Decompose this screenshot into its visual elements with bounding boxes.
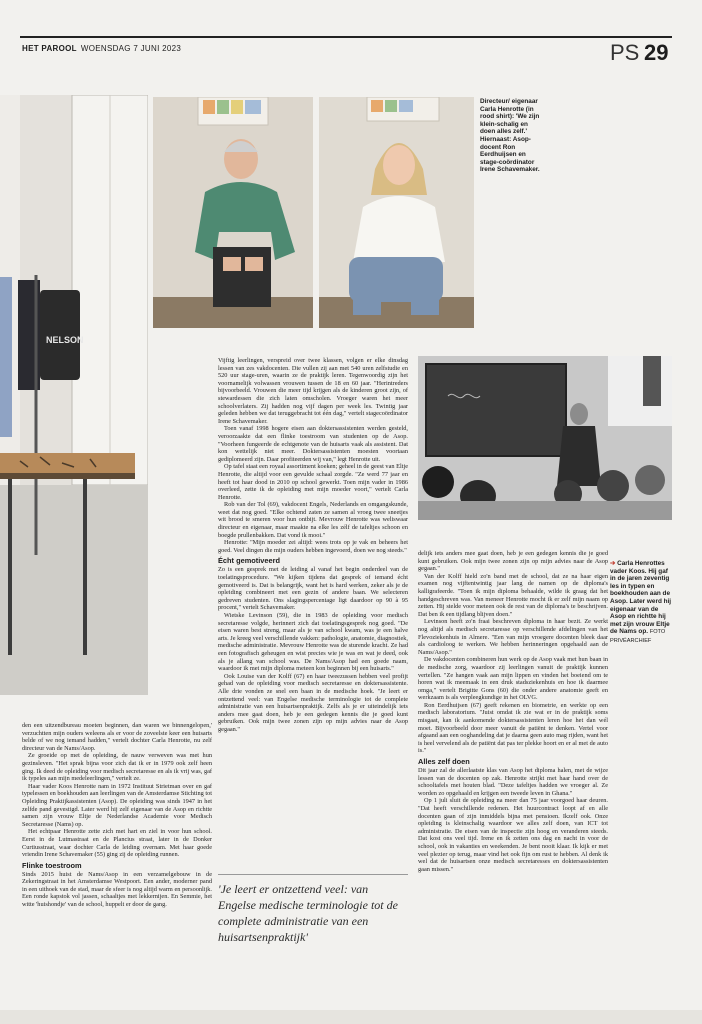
body-paragraph: Levinson heeft zo'n fraai beschreven diploma in haar bezit. Ze werkt nog altijd als medisch secretaresse op verschillende afdelingen van het Flevoziekenhuis in Almere. "Een van mijn vroegere docenten bleek daar als cardioloog te werken. We hebben herinneringen opgehaald aan de Nams/Asop." bbox=[418, 618, 608, 656]
body-paragraph: delijk iets anders mee gaat doen, heb je een gedegen kennis die je goed kunt gebruiken. Ook mijn twee zonen zijn op mijn advies naar de Asop gegaan." bbox=[418, 550, 608, 573]
classroom-photo bbox=[0, 95, 148, 695]
body-paragraph: den een uitzendbureau moeten beginnen, dan waren we binnengelopen,' verzuchtten mijn ouders weleens als er voor de zoveelste keer een huisarts belde of we nog iemand hadden," vertelt dochter Carla Henrotte, nu zelf directeur van de Nams/Asop. bbox=[22, 722, 212, 752]
body-paragraph: De vakdocenten combineren hun werk op de Asop vaak met hun baan in de medische zorg, waardoor zij leerlingen vanuit de praktijk kunnen vertellen. "Ze hangen vaak aan mijn lippen en vinden het boeiend om te horen wat ik meemaak in een druk stadsziekenhuis en hoe ik daarmee omga," vertelt Brigitte Gons (60) die onder andere anatomie geeft en werkzaam is als verpleegkundige in het OLVG. bbox=[418, 656, 608, 702]
body-paragraph: Ron Eerdhuijsen (67) geeft rekenen en biometrie, en werkte op een medisch laboratorium. "Juist omdat ik zie wat er in de praktijk soms misgaat, kan ik aankomende doktersassistenten leren hoe het dan wél moet. Bijvoorbeeld door meer vanuit de patiënt te denken. Vertel voor afgaand aan een ooghandeling dat je daarna geen auto mag rijden, want het is heel vervelend als de patiënt dat pas ter plekke hoort en er al met de auto is." bbox=[418, 701, 608, 755]
body-paragraph: Rob van der Tol (69), vakdocent Engels, Nederlands en omgangskunde, weet dat nog goed. "Elke ochtend zaten ze samen al vroeg twee sneetjes wit brood te smeren voor hun ontbijt. Mevrouw Henrotte was weliswaar directeur en eigenaar, maar maakte na elke les zélf de tafeltjes schoon en boegde prullenbakken. Dat vond ik mooi." bbox=[218, 501, 408, 539]
archive-caption bbox=[610, 560, 674, 646]
section-label: PS bbox=[610, 40, 640, 65]
body-paragraph: Wietske Levinson (59), die in 1983 de opleiding voor medisch secretaresse volgde, herinnert zich dat toelatingsgesprek nog goed. "De eisen waren best streng, maar als je van school kwam, was je een halve arts. Je kreeg veel verschillende vakken: pathologie, anatomie, diagnostiek, medische administratie. Mevrouw Henrotte was de sturende kracht. Ze had een fotografisch geheugen en wist precies wie je was en wat je deed, ook als je allang van school was. De Nams/Asop had een goede naam, waardoor ik met mijn diploma meteen kon beginnen bij een huisarts." bbox=[218, 612, 408, 673]
archive-caption-text: Carla Henrottes vader Koos. Hij gaf in de jaren zeventig les in typen en boekhouden aan de Asop. Later werd hij eigenaar van de Asop en richtte hij met zijn vrouw Eltje de Nams op. bbox=[610, 560, 672, 636]
header-rule bbox=[20, 36, 672, 38]
page-bottom-edge bbox=[0, 1010, 702, 1024]
teacher-portrait-photo bbox=[153, 97, 313, 328]
body-paragraph: Toen vanaf 1998 hogere eisen aan doktersassistenten werden gesteld, veroorzaakte dat een flinke toestroom van studenten op de Asop. "Voorheen fungeerde de echtgenote van de huisarts vaak als assistent. Dat kon wettelijk niet meer. Doktersassistenten moesten voortaan gediplomeerd zijn. Daar profiteerden wij van," legt Henrotte uit. bbox=[218, 425, 408, 463]
body-paragraph: Vijftig leerlingen, verspreid over twee klassen, volgen er elke dinsdag lessen van zes vakdocenten. Die vullen zij aan met 540 uren zelfstudie en 520 uur stage-uren, waarin ze de praktijk leren. Tegenwoordig zijn het voornamelijk volwassen vrouwen tussen de 18 en 60 jaar. "Herintreders bijvoorbeeld. Vrouwen die meer tijd krijgen als de kinderen groot zijn, of stewardessen die zich laten omscholen. Vroeger waren het meer schoolverlaters. Zij hadden nog vijf dagen per week les. Twintig jaar geleden hebben we dat teruggebracht tot één dag," vertelt stagecoördinator Irene Schavemaker. bbox=[218, 357, 408, 425]
issue-date: WOENSDAG 7 JUNI 2023 bbox=[80, 44, 182, 53]
bag-label: NELSON bbox=[46, 335, 84, 345]
left-column bbox=[22, 722, 212, 1014]
body-paragraph: Dit jaar zal de allerlaatste klas van Asop het diploma halen, met de wijze lessen van de docenten op zak. Henrotte strijkt met haar hand over de schooltafels met houten blad. "Deze tafeltjes hadden we vroeger al. Ze worden zo opgehaald en krijgen een tweede leven in Ghana." bbox=[418, 767, 608, 797]
body-paragraph: Het echtpaar Henrotte zette zich met hart en ziel in voor hun school. Eerst in de Lutmastraat en de Plancius straat, later in de Donker Curtiusstraat, waar dochter Carla de leiding overnam. Met haar goede vriendin Irene Schavemaker (55) ging zij de opleiding runnen. bbox=[22, 828, 212, 859]
photo-credit: FOTO PRIVÉARCHIEF bbox=[610, 629, 666, 644]
body-paragraph: Henrotte: "Mijn moeder zei altijd: wees trots op je vak en beheers het goed. Veel dingen die mijn ouders hebben ingevoerd, doen we nog steeds." bbox=[218, 539, 408, 554]
body-paragraph: Van der Kolff hield zo'n band met de school, dat ze na haar eigen examen nog vijftentwintig jaar lang de namen op de diploma's kalligrafeerde. "Toen ik mijn diploma behaalde, wilde ik graag dat het handgeschreven was. Van meneer Henrotte mocht ik er zelf mijn naam op zetten. Hij stelde voor meteen ook de rest van de diploma's te beschrijven. Dat ben ik een tijdlang blijven doen." bbox=[418, 572, 608, 618]
body-paragraph: Op 1 juli sluit de opleiding na meer dan 75 jaar voorgoed haar deuren. "Dat heeft verschillende redenen. Het huurcontract loopt af en alle docenten gaan of zijn inmiddels bijna met pensioen. Ikzelf ook. Onze opleiding is kleinschalig waardoor we alles zelf doen, van ICT tot administratie. De eisen van de inspectie zijn hoog en veranderen steeds. Dat kost ons veel tijd. Irene en ik zetten ons dag en nacht in voor de school, ook in vakanties en weekenden. Je bent nooit klaar. Ik kijk er met veel plezier op terug, maar vind het ook fijn om rust te hebben. Al denk ik wel dat de huisartsen onze medisch secretaresses en doktersassistenten gaan missen." bbox=[418, 797, 608, 873]
paper-name: HET PAROOL bbox=[22, 44, 77, 53]
body-paragraph: Zo is een gesprek met de leiding al vanaf het begin onderdeel van de toelatingsprocedure. "We kijken tijdens dat gesprek of iemand écht gemotiveerd is. Dat is belangrijk, want het is hard werken, zeker als je de opleiding combineert met een gezin of andere baan. We selecteren gedreven studenten. Ons slagingspercentage ligt daardoor op 90 à 95 procent," vertelt Schavemaker. bbox=[218, 566, 408, 612]
body-paragraph: Op tafel staat een royaal assortiment koeken; geheel in de geest van Eltje Henrotte, die altijd voor een gevulde schaal zorgde. "Ze werd 77 jaar en heeft tot haar dood in 2010 op school gewerkt. Toen mijn vader in 1986 overleed, zette ik de opleiding met mijn moeder voort," vertelt Carla Henrotte. bbox=[218, 463, 408, 501]
middle-column bbox=[218, 357, 408, 869]
body-paragraph: Ook Louise van der Kolff (67) en haar tweezussen hebben veel profijt gehad van de opleiding voor medisch secretaresse en doktersassistente. Alle drie vonden ze snel een baan in de medische hoek. "Je leert er ontzettend veel: van Engelse medische terminologie tot de complete administratie van een huisartsenpraktijk. Zelfs als je er uiteindelijk iets anders mee gaat doen, heb je een gedegen kennis die je goed kunt gebruiken. Ook mijn twee zonen zijn op mijn advies naar de Asop gegaan." bbox=[218, 672, 408, 733]
body-paragraph: Ze groeide op met de opleiding, de nauw verweven was met hun gezinsleven. "Het sprak bijna voor zich dat ik er in 1979 ook zelf heen ging. Ik deed de opleiding voor medisch secretaresse en als ik vrij was, gaf ik typeles aan mijn medeleerlingen," vertelt ze. bbox=[22, 752, 212, 783]
subheading: Alles zelf doen bbox=[418, 757, 470, 767]
body-paragraph: Haar vader Koos Henrotte nam in 1972 Instituut Strietman over en gaf typelessen en boekhouden aan leerlingen van de Amsterdamse Stichting tot Opleiding Praktijkassistenten (Asop). De opleiding was sinds 1947 in het zelfde pand gevestigd. Later werd hij zelf eigenaar van de Asop en richtte samen zijn vrouw Eltje de Nederlandse Academie voor Medisch Secretaresse (Nams) op. bbox=[22, 782, 212, 828]
coordinator-portrait-photo bbox=[319, 97, 474, 328]
page-number: 29 bbox=[644, 40, 669, 65]
archive-photo bbox=[418, 356, 672, 520]
subheading: Flinke toestroom bbox=[22, 860, 82, 870]
subheading: Écht gemotiveerd bbox=[218, 556, 281, 566]
right-column bbox=[418, 550, 608, 1012]
portraits-caption: Directeur/ eigenaar Carla Henrotte (in rood shirt): 'We zijn klein-schalig en doen alles zelf.' Hiernaast: Asop-docent Ron Eerdhuijsen en stage-coördinator Irene Schavemaker. bbox=[480, 98, 540, 174]
body-paragraph: Sinds 2015 huist de Nams/Asop in een verzamelgebouw in de Zekeringstraat in het Amsterdamse Westpoort. Een ander, moderner pand in een uithoek van de stad, maar de sfeer is nog altijd warm en persoonlijk. Een ronde kapstok vol jassen, schaaltjes met lekkernijen. En Semmie, het witte 'huishondje' van de school, huppelt er door de gang. bbox=[22, 870, 212, 909]
masthead bbox=[22, 44, 181, 53]
arrow-icon: ➔ bbox=[610, 560, 616, 567]
pull-quote: 'Je leert er ontzettend veel: van Engelse medische terminologie tot de complete administratie van een huisartsenpraktijk' bbox=[218, 874, 408, 945]
